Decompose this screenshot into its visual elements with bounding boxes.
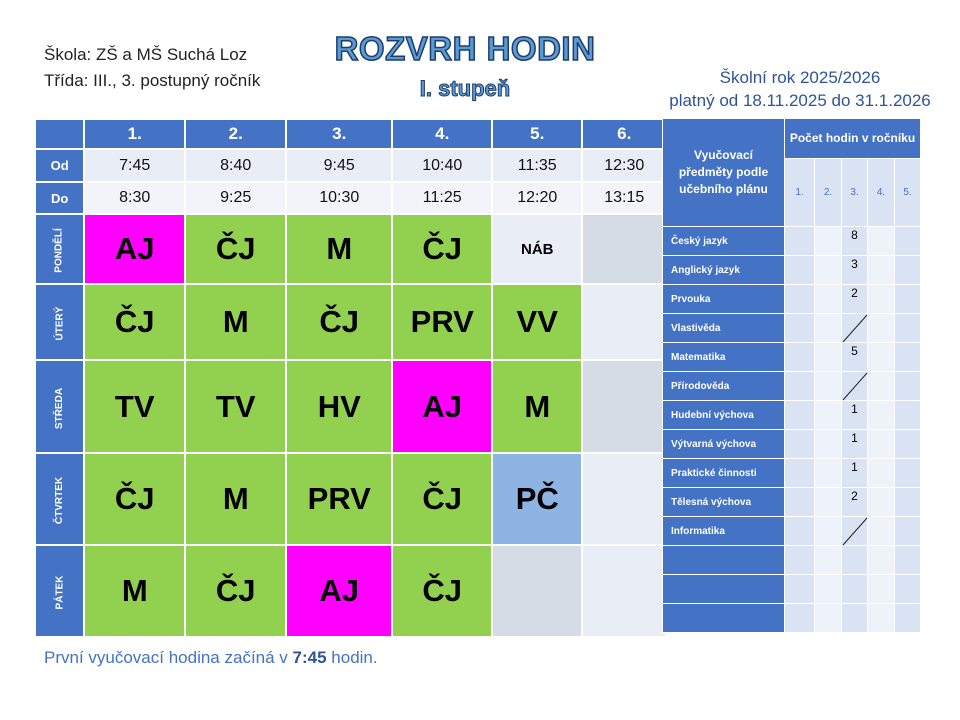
hours-cell <box>895 227 921 256</box>
lesson-cell <box>582 284 666 360</box>
hours-cell <box>785 372 815 401</box>
lesson-cell: TV <box>185 360 286 453</box>
hours-cell <box>895 372 921 401</box>
hours-cell <box>785 575 815 604</box>
grade-header: 3. <box>842 159 868 227</box>
hours-cell <box>842 575 868 604</box>
hours-cell: 1 <box>842 401 868 430</box>
hours-cell <box>785 227 815 256</box>
day-label: ČTVRTEK <box>35 453 84 545</box>
subject-row <box>663 343 921 372</box>
hours-cell <box>785 401 815 430</box>
hours-cell <box>815 517 842 546</box>
timetable <box>34 118 667 638</box>
hours-cell: 1 <box>842 459 868 488</box>
start-time-row <box>35 149 666 182</box>
end-time: 12:20 <box>492 182 582 214</box>
subject-name: Vlastivěda <box>663 314 785 343</box>
hours-cell <box>895 401 921 430</box>
day-label: STŘEDA <box>35 360 84 453</box>
subjects-header-left: Vyučovací předměty podle učebního plánu <box>663 119 785 227</box>
period-header-row <box>35 119 666 149</box>
lesson-cell <box>582 360 666 453</box>
footer-suffix: hodin. <box>326 648 378 667</box>
end-time: 9:25 <box>185 182 286 214</box>
subject-row <box>663 285 921 314</box>
end-time-label: Do <box>35 182 84 214</box>
subject-row <box>663 372 921 401</box>
hours-cell <box>815 401 842 430</box>
hours-cell <box>815 227 842 256</box>
lesson-cell: NÁB <box>492 214 582 284</box>
hours-cell <box>785 256 815 285</box>
lesson-cell: M <box>185 284 286 360</box>
hours-cell <box>785 430 815 459</box>
subject-name: Matematika <box>663 343 785 372</box>
period-header: 3. <box>286 119 392 149</box>
lesson-cell: ČJ <box>84 284 185 360</box>
lesson-cell: ČJ <box>392 453 492 545</box>
lesson-cell: ČJ <box>185 214 286 284</box>
start-time: 7:45 <box>84 149 185 182</box>
subject-name: Informatika <box>663 517 785 546</box>
hours-cell <box>842 517 868 546</box>
lesson-cell: AJ <box>286 545 392 637</box>
subject-row <box>663 546 921 575</box>
subjects-header-right: Počet hodin v ročníku <box>785 119 921 159</box>
start-time: 8:40 <box>185 149 286 182</box>
period-header: 6. <box>582 119 666 149</box>
school-info <box>44 42 260 94</box>
hours-cell: 8 <box>842 227 868 256</box>
period-header: 4. <box>392 119 492 149</box>
school-name: Škola: ZŠ a MŠ Suchá Loz <box>44 45 248 64</box>
grade-header: 1. <box>785 159 815 227</box>
start-time: 11:35 <box>492 149 582 182</box>
hours-cell <box>842 372 868 401</box>
hours-cell <box>895 517 921 546</box>
hours-cell <box>868 227 895 256</box>
hours-cell <box>895 546 921 575</box>
lesson-cell: ČJ <box>392 545 492 637</box>
subject-name: Anglický jazyk <box>663 256 785 285</box>
hours-cell <box>842 314 868 343</box>
day-label: PONDĚLÍ <box>35 214 84 284</box>
hours-cell <box>895 488 921 517</box>
subject-name: Praktické činnosti <box>663 459 785 488</box>
subject-row <box>663 604 921 633</box>
corner-cell <box>35 119 84 149</box>
subject-name: Hudební výchova <box>663 401 785 430</box>
lesson-cell: PRV <box>286 453 392 545</box>
subject-name: Výtvarná výchova <box>663 430 785 459</box>
hours-cell <box>815 372 842 401</box>
lesson-cell: VV <box>492 284 582 360</box>
hours-cell <box>815 314 842 343</box>
end-time: 10:30 <box>286 182 392 214</box>
hours-cell <box>785 459 815 488</box>
hours-cell <box>868 372 895 401</box>
start-time: 9:45 <box>286 149 392 182</box>
hours-cell <box>868 314 895 343</box>
page-title: ROZVRH HODIN <box>334 30 596 67</box>
start-time: 10:40 <box>392 149 492 182</box>
lesson-cell: PRV <box>392 284 492 360</box>
subject-name: Prvouka <box>663 285 785 314</box>
page-subtitle: I. stupeň <box>419 76 511 101</box>
subject-name <box>663 575 785 604</box>
grade-header: 4. <box>868 159 895 227</box>
hours-cell <box>815 430 842 459</box>
grade-header: 2. <box>815 159 842 227</box>
subject-row <box>663 401 921 430</box>
period-header: 1. <box>84 119 185 149</box>
hours-cell <box>815 575 842 604</box>
day-label: PÁTEK <box>35 545 84 637</box>
hours-cell <box>868 575 895 604</box>
lesson-cell: AJ <box>392 360 492 453</box>
hours-cell <box>868 459 895 488</box>
subject-name <box>663 546 785 575</box>
hours-cell <box>868 488 895 517</box>
hours-cell <box>785 343 815 372</box>
subject-name: Přírodověda <box>663 372 785 401</box>
start-time: 12:30 <box>582 149 666 182</box>
hours-cell <box>895 459 921 488</box>
grade-header: 5. <box>895 159 921 227</box>
hours-cell <box>785 517 815 546</box>
hours-cell <box>895 575 921 604</box>
hours-cell <box>815 285 842 314</box>
hours-cell <box>868 546 895 575</box>
period-header: 5. <box>492 119 582 149</box>
hours-cell <box>842 546 868 575</box>
hours-cell <box>895 285 921 314</box>
lesson-cell: ČJ <box>392 214 492 284</box>
subject-row <box>663 314 921 343</box>
lesson-cell: M <box>286 214 392 284</box>
hours-cell <box>815 488 842 517</box>
lesson-cell <box>582 214 666 284</box>
hours-cell <box>785 314 815 343</box>
hours-cell <box>815 256 842 285</box>
start-time-label: Od <box>35 149 84 182</box>
day-row-friday <box>35 545 666 637</box>
day-label: ÚTERÝ <box>35 284 84 360</box>
hours-cell <box>868 517 895 546</box>
period-header: 2. <box>185 119 286 149</box>
school-year: Školní rok 2025/2026 <box>719 68 881 87</box>
footer-note <box>44 648 378 668</box>
hours-cell <box>815 604 842 633</box>
hours-cell: 3 <box>842 256 868 285</box>
hours-cell <box>785 488 815 517</box>
end-time: 8:30 <box>84 182 185 214</box>
lesson-cell <box>582 545 666 637</box>
hours-cell <box>785 285 815 314</box>
subject-name <box>663 604 785 633</box>
validity-period: platný od 18.11.2025 do 31.1.2026 <box>669 91 931 110</box>
lesson-cell: AJ <box>84 214 185 284</box>
day-row-tuesday <box>35 284 666 360</box>
end-time-row <box>35 182 666 214</box>
not-applicable-mark <box>842 372 868 401</box>
lesson-cell: TV <box>84 360 185 453</box>
hours-cell <box>895 343 921 372</box>
hours-cell <box>895 256 921 285</box>
hours-cell <box>868 430 895 459</box>
subjects-header-row <box>663 119 921 159</box>
lesson-cell <box>492 545 582 637</box>
subject-row <box>663 256 921 285</box>
lesson-cell: ČJ <box>84 453 185 545</box>
class-name: Třída: III., 3. postupný ročník <box>44 71 261 90</box>
subject-row <box>663 517 921 546</box>
subject-row <box>663 575 921 604</box>
lesson-cell: M <box>492 360 582 453</box>
subject-row <box>663 488 921 517</box>
hours-cell: 1 <box>842 430 868 459</box>
lesson-cell: M <box>84 545 185 637</box>
hours-cell <box>842 604 868 633</box>
hours-cell <box>868 343 895 372</box>
not-applicable-mark <box>842 314 868 343</box>
lesson-cell: M <box>185 453 286 545</box>
hours-cell <box>785 604 815 633</box>
lesson-cell: ČJ <box>185 545 286 637</box>
end-time: 13:15 <box>582 182 666 214</box>
end-time: 11:25 <box>392 182 492 214</box>
hours-cell <box>895 604 921 633</box>
day-row-thursday <box>35 453 666 545</box>
lesson-cell: ČJ <box>286 284 392 360</box>
hours-cell <box>815 459 842 488</box>
hours-cell <box>895 314 921 343</box>
day-row-monday <box>35 214 666 284</box>
not-applicable-mark <box>842 517 868 546</box>
lesson-cell: PČ <box>492 453 582 545</box>
lesson-cell: HV <box>286 360 392 453</box>
subjects-table <box>662 118 921 633</box>
school-year-info <box>640 66 960 112</box>
subject-name: Český jazyk <box>663 227 785 256</box>
hours-cell: 2 <box>842 488 868 517</box>
hours-cell <box>785 546 815 575</box>
hours-cell <box>815 546 842 575</box>
lesson-cell <box>582 453 666 545</box>
subject-name: Tělesná výchova <box>663 488 785 517</box>
subject-row <box>663 430 921 459</box>
footer-time: 7:45 <box>292 648 327 667</box>
subject-row <box>663 459 921 488</box>
hours-cell <box>895 430 921 459</box>
footer-prefix: První vyučovací hodina začíná v <box>44 648 293 667</box>
hours-cell: 5 <box>842 343 868 372</box>
subject-row <box>663 227 921 256</box>
hours-cell <box>815 343 842 372</box>
hours-cell <box>868 285 895 314</box>
hours-cell: 2 <box>842 285 868 314</box>
hours-cell <box>868 401 895 430</box>
day-row-wednesday <box>35 360 666 453</box>
hours-cell <box>868 256 895 285</box>
hours-cell <box>868 604 895 633</box>
